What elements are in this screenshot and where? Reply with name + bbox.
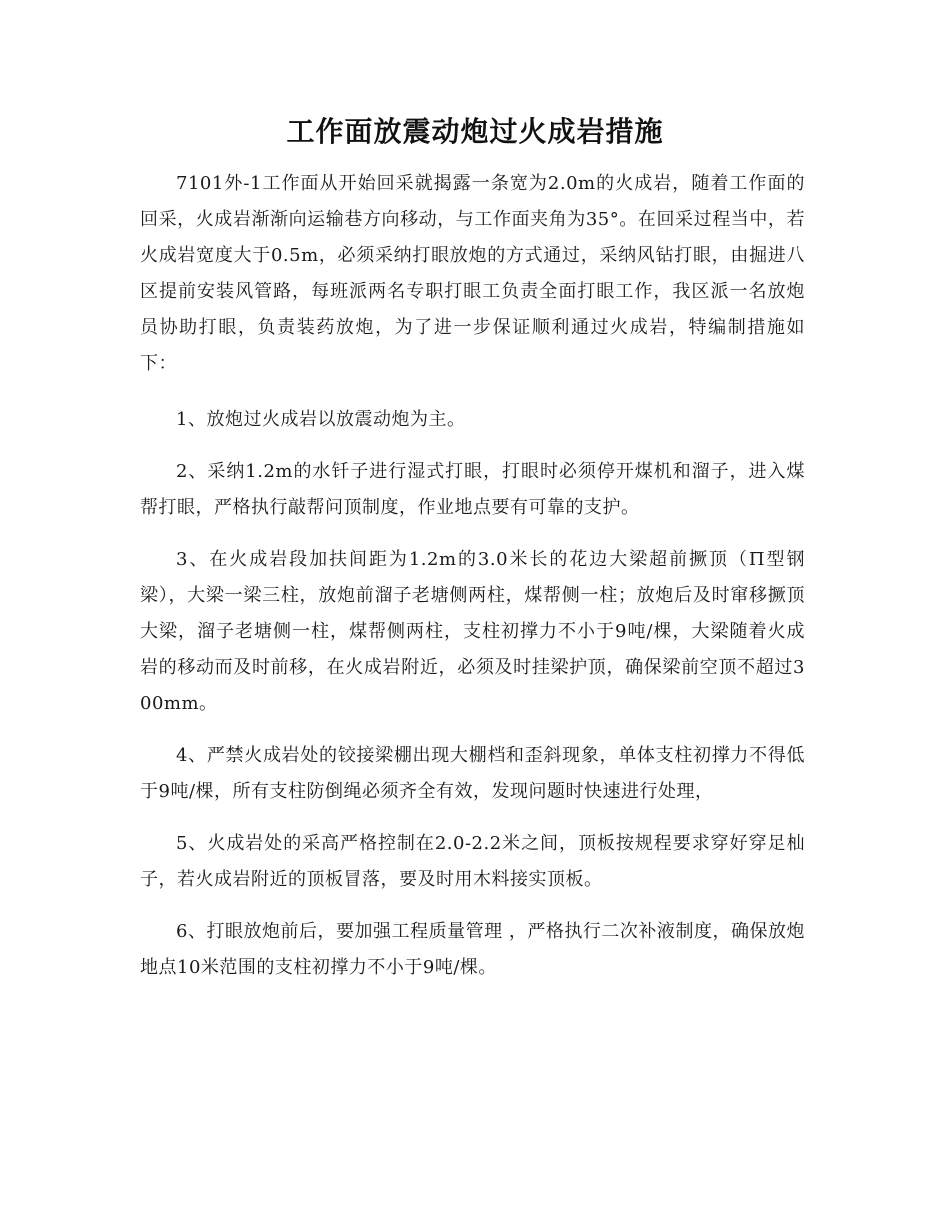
measure-paragraph-6: 6、打眼放炮前后，要加强工程质量管理 ，严格执行二次补液制度，确保放炮地点10米范围的支柱初撑力不小于9吨/棵。	[140, 921, 805, 978]
document-body	[140, 166, 805, 1002]
measure-paragraph-4: 4、严禁火成岩处的铰接梁棚出现大棚档和歪斜现象，单体支柱初撑力不得低于9吨/棵，所有支柱防倒绳必须齐全有效，发现问题时快速进行处理，	[140, 745, 805, 802]
measure-paragraph-5: 5、火成岩处的采高严格控制在2.0-2.2米之间，顶板按规程要求穿好穿足杣子，若火成岩附近的顶板冒落，要及时用木料接实顶板。	[140, 833, 805, 890]
document-title: 工作面放震动炮过火成岩措施	[286, 115, 664, 148]
measure-paragraph-1: 1、放炮过火成岩以放震动炮为主。	[176, 409, 466, 430]
measure-paragraph-3: 3、在火成岩段加扶间距为1.2m的3.0米长的花边大梁超前撅顶（Π型钢梁），大梁一梁三柱，放炮前溜子老塘侧两柱，煤帮侧一柱；放炮后及时窜移撅顶大梁，溜子老塘侧一柱，煤帮侧两柱，支柱初撑力不小于9吨/棵，大梁随着火成岩的移动而及时前移，在火成岩附近，必须及时挂梁护顶，确保梁前空顶不超过300mm。	[140, 549, 805, 714]
intro-paragraph: 7101外-1工作面从开始回采就揭露一条宽为2.0m的火成岩，随着工作面的回采，火成岩渐渐向运输巷方向移动，与工作面夹角为35°。在回采过程当中，若火成岩宽度大于0.5m，必须采纳打眼放炮的方式通过，采纳风钻打眼，由掘进八区提前安装风管路，每班派两名专职打眼工负责全面打眼工作，我区派一名放炮员协助打眼，负责装药放炮，为了进一步保证顺利通过火成岩，特编制措施如下：	[140, 173, 805, 374]
measure-paragraph-2: 2、采纳1.2m的水钎子进行湿式打眼，打眼时必须停开煤机和溜子，进入煤帮打眼，严格执行敲帮问顶制度，作业地点要有可靠的支护。	[140, 461, 805, 518]
